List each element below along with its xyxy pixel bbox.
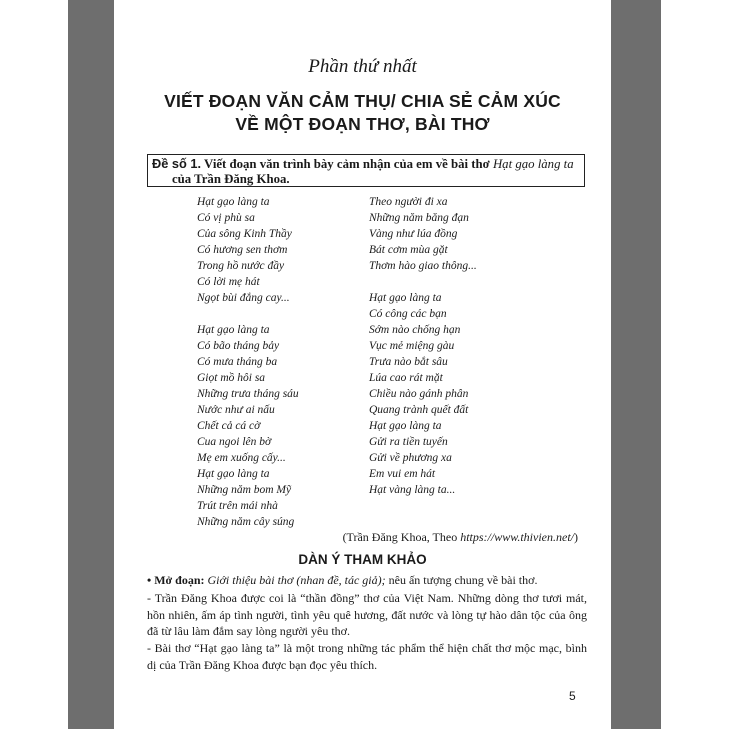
stanza-gap [197,306,299,322]
poem-line: Có lời mẹ hát [197,276,260,288]
poem-line: Hạt gạo làng ta [369,420,442,432]
source-prefix: (Trần Đăng Khoa, Theo [342,530,461,544]
task-box [147,154,585,187]
source-suffix: ) [574,530,578,544]
poem-line: Của sông Kinh Thầy [197,228,292,240]
poem-column-2 [369,194,477,498]
poem-line: Gửi ra tiền tuyến [369,436,448,448]
poem-line: Hạt gạo làng ta [369,292,442,304]
poem-line: Những năm cây súng [197,516,295,528]
part-heading: Phần thứ nhất [308,56,417,77]
task-number: Đề số 1. [152,156,202,171]
poem-line: Hạt gạo làng ta [197,196,270,208]
poem-line: Hạt vàng làng ta... [369,484,456,496]
book-page [114,0,611,729]
outline-heading: DÀN Ý THAM KHẢO [298,552,427,567]
poem-line: Có hương sen thơm [197,244,288,256]
paragraph-1: - Trần Đăng Khoa được coi là “thần đồng” thơ của Việt Nam. Những dòng thơ tươi mát, hồn nhiên, ấm áp tình người, tình yêu quê hương, đất nước và lòng tự hào dân tộc của ông đã từ lâu làm đắm say lòng người yêu thơ. [147,591,587,638]
poem-line: Quang trành quết đất [369,404,469,416]
source-url: https://www.thivien.net/ [460,530,574,544]
scan-border-right [611,0,661,729]
task-text: Viết đoạn văn trình bày cảm nhận của em về bài thơ [201,157,493,171]
poem-line: Vục mẻ miệng gàu [369,340,455,352]
poem-line: Trưa nào bắt sâu [369,356,448,368]
poem-line: Lúa cao rát mặt [369,372,443,384]
poem-line: Những năm bom Mỹ [197,484,292,496]
poem-line: Có vị phù sa [197,212,255,224]
poem-line: Mẹ em xuống cấy... [197,452,286,464]
task-text-line-2: của Trần Đăng Khoa. [172,171,290,186]
poem-source [343,530,578,545]
poem-line: Trút trên mái nhà [197,500,278,512]
poem-line: Cua ngoi lên bờ [197,436,272,448]
poem-line: Trong hồ nước đầy [197,260,285,272]
poem-line: Sớm nào chống hạn [369,324,461,336]
poem-line: Có mưa tháng ba [197,356,278,368]
page-number: 5 [569,689,576,703]
poem-line: Em vui em hát [369,468,436,480]
paragraph-2: - Bài thơ “Hạt gạo làng ta” là một trong những tác phẩm thể hiện chất thơ mộc mạc, bình dị của Trần Đăng Khoa được bạn đọc yêu thích. [147,641,587,672]
intro-rest: nêu ấn tượng chung về bài thơ. [385,573,538,587]
page-title-line-2: VỀ MỘT ĐOẠN THƠ, BÀI THƠ [235,114,490,134]
poem-line: Ngọt bùi đắng cay... [197,292,290,304]
poem-line: Gửi về phương xa [369,452,452,464]
poem-line: Giọt mồ hôi sa [197,372,266,384]
poem-line: Bát cơm mùa gặt [369,244,448,256]
intro-italic: Giới thiệu bài thơ (nhan đề, tác giả); [204,573,386,587]
poem-line: Thơm hào giao thông... [369,260,477,272]
poem-line: Hạt gạo làng ta [197,468,270,480]
poem-line: Chết cả cá cờ [197,420,261,432]
poem-line: Có công các bạn [369,308,447,320]
poem-line: Có bão tháng bảy [197,340,280,352]
poem-line: Hạt gạo làng ta [197,324,270,336]
poem-line: Những năm băng đạn [369,212,469,224]
poem-line: Những trưa tháng sáu [197,388,299,400]
poem-line: Chiều nào gánh phân [369,388,469,400]
task-poem-title: Hạt gạo làng ta [492,157,574,171]
poem-line: Theo người đi xa [369,196,448,208]
page-title-line-1: VIẾT ĐOẠN VĂN CẢM THỤ/ CHIA SẺ CẢM XÚC [164,91,561,111]
scan-border-left [68,0,114,729]
intro-label: • Mở đoạn: [147,573,205,587]
poem-line: Nước như ai nấu [197,404,275,416]
poem-column-1 [197,194,299,530]
intro-line [147,572,587,589]
poem-line: Vàng như lúa đồng [369,228,458,240]
stanza-gap [369,274,477,290]
